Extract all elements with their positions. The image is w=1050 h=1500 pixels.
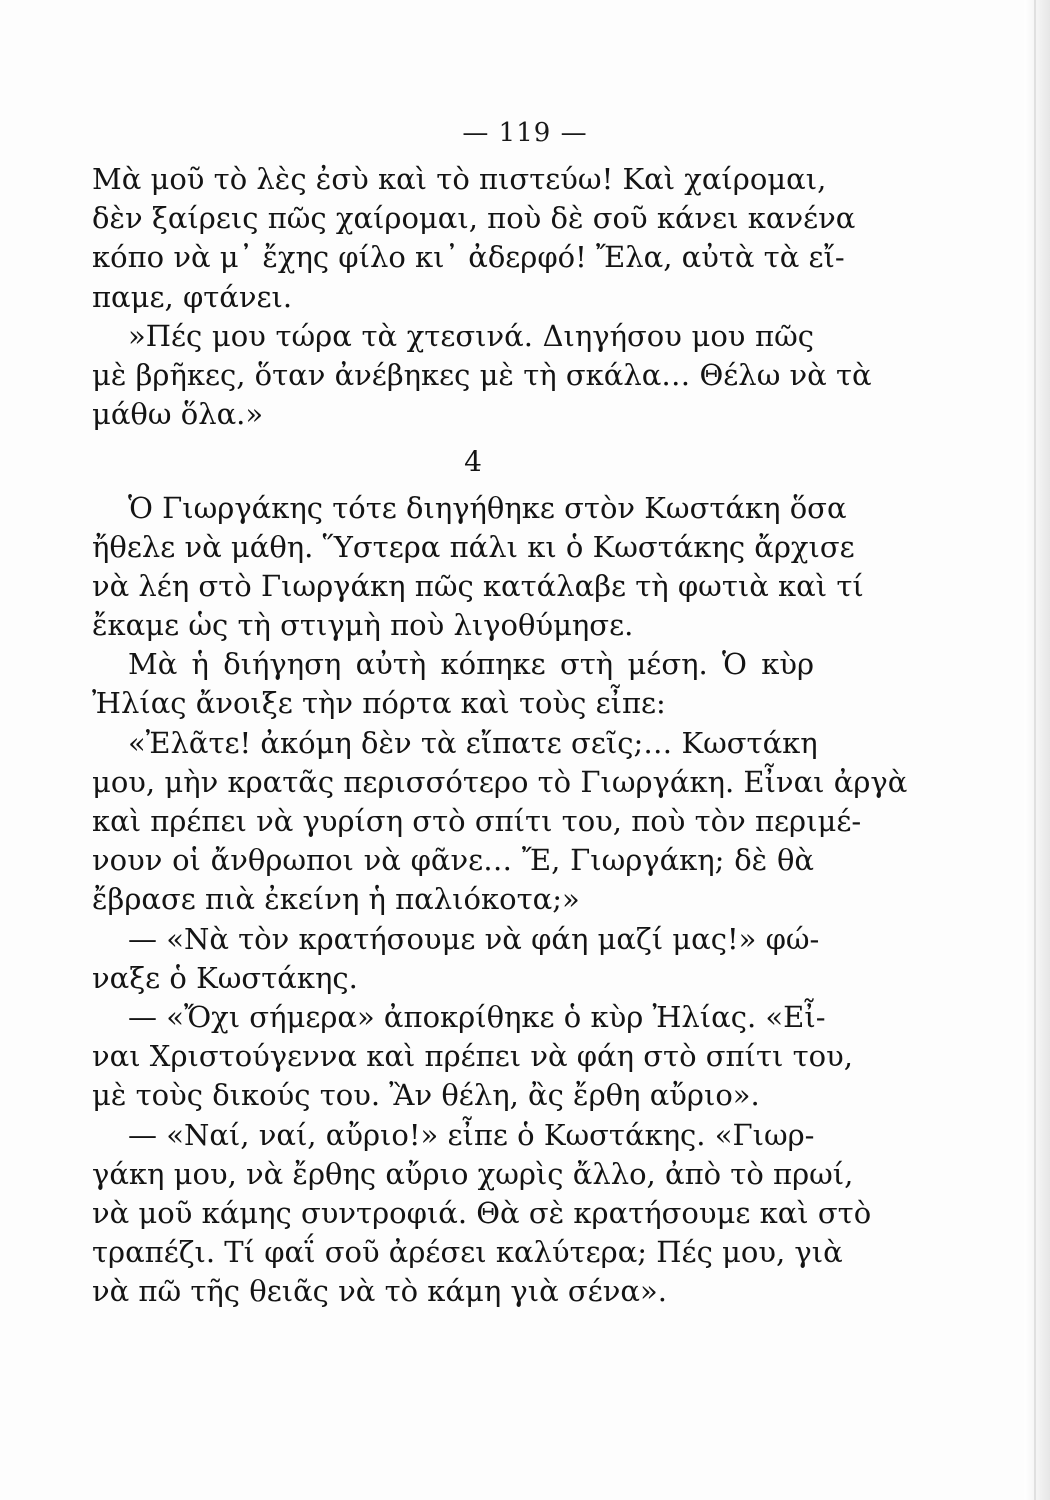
text-line: τραπέζι. Τί φαΐ σοῦ ἀρέσει καλύτερα; Πές μου, γιὰ [92, 1235, 843, 1270]
text-line: ναξε ὁ Κωστάκης. [92, 960, 358, 995]
page-edge-line [1034, 0, 1036, 1500]
text-line: γάκη μου, νὰ ἔρθης αὔριο χωρὶς ἄλλο, ἀπὸ τὸ πρωί, [92, 1156, 854, 1191]
text-line: Ὁ Γιωργάκης τότε διηγήθηκε στὸν Κωστάκη ὅσα [128, 490, 847, 525]
text-line: νὰ λέη στὸ Γιωργάκη πῶς κατάλαβε τὴ φωτιὰ καὶ τί [92, 568, 864, 603]
text-line: ἔκαμε ὡς τὴ στιγμὴ ποὺ λιγοθύμησε. [92, 608, 634, 643]
text-line: — «Νὰ τὸν κρατήσουμε νὰ φάη μαζί μας!» φώ- [128, 921, 820, 956]
text-line: νὰ πῶ τῆς θειᾶς νὰ τὸ κάμη γιὰ σένα». [92, 1274, 667, 1309]
page-edge-shadow [1024, 0, 1050, 1500]
text-line: — «Ὄχι σήμερα» ἀποκρίθηκε ὁ κὺρ Ἠλίας. «Εἶ- [128, 999, 826, 1034]
text-line: μὲ βρῆκες, ὅταν ἀνέβηκες μὲ τὴ σκάλα… Θέλω νὰ τὰ [92, 357, 872, 392]
text-line: ναι Χριστούγεννα καὶ πρέπει νὰ φάη στὸ σπίτι του, [92, 1039, 853, 1074]
text-line: μάθω ὅλα.» [92, 397, 264, 432]
text-line: νουν οἱ ἄνθρωποι νὰ φᾶνε… Ἔ, Γιωργάκη; δὲ θὰ [92, 843, 814, 878]
text-line: »Πές μου τώρα τὰ χτεσινά. Διηγήσου μου πῶς [128, 318, 814, 353]
body-text [92, 160, 908, 1311]
text-line: — «Ναί, ναί, αὔριο!» εἶπε ὁ Κωστάκης. «Γιωρ- [128, 1117, 815, 1152]
text-line: «Ἐλᾶτε! ἀκόμη δὲν τὰ εἴπατε σεῖς;… Κωστάκη [128, 725, 818, 760]
text-line: νὰ μοῦ κάμης συντροφιά. Θὰ σὲ κρατήσουμε καὶ στὸ [92, 1195, 872, 1230]
text-line: Ἠλίας ἄνοιξε τὴν πόρτα καὶ τοὺς εἶπε: [92, 686, 666, 721]
section-number: 4 [464, 445, 482, 479]
text-line: δὲν ξαίρεις πῶς χαίρομαι, ποὺ δὲ σοῦ κάνει κανένα [92, 201, 856, 236]
text-line: κόπο νὰ μ᾿ ἔχης φίλο κι᾿ ἀδερφό! Ἔλα, αὐτὰ τὰ εἴ- [92, 240, 845, 275]
text-line: μὲ τοὺς δικούς του. Ἂν θέλη, ἂς ἔρθη αὔριο». [92, 1078, 760, 1113]
text-line: Μὰ μοῦ τὸ λὲς ἐσὺ καὶ τὸ πιστεύω! Καὶ χαίρομαι, [92, 162, 827, 196]
text-line: Μὰ ἡ διήγηση αὐτὴ κόπηκε στὴ μέση. Ὁ κὺρ [128, 647, 814, 682]
text-line: μου, μὴν κρατᾶς περισσότερο τὸ Γιωργάκη. Εἶναι ἀργὰ [92, 764, 908, 799]
text-line: καὶ πρέπει νὰ γυρίση στὸ σπίτι του, ποὺ τὸν περιμέ- [92, 804, 862, 838]
text-line: ἔβρασε πιὰ ἐκείνη ἡ παλιόκοτα;» [92, 882, 580, 917]
text-line: ἤθελε νὰ μάθη. Ὕστερα πάλι κι ὁ Κωστάκης ἄρχισε [92, 529, 855, 564]
text-line: παμε, φτάνει. [92, 279, 293, 314]
page-number: — 119 — [462, 118, 588, 148]
